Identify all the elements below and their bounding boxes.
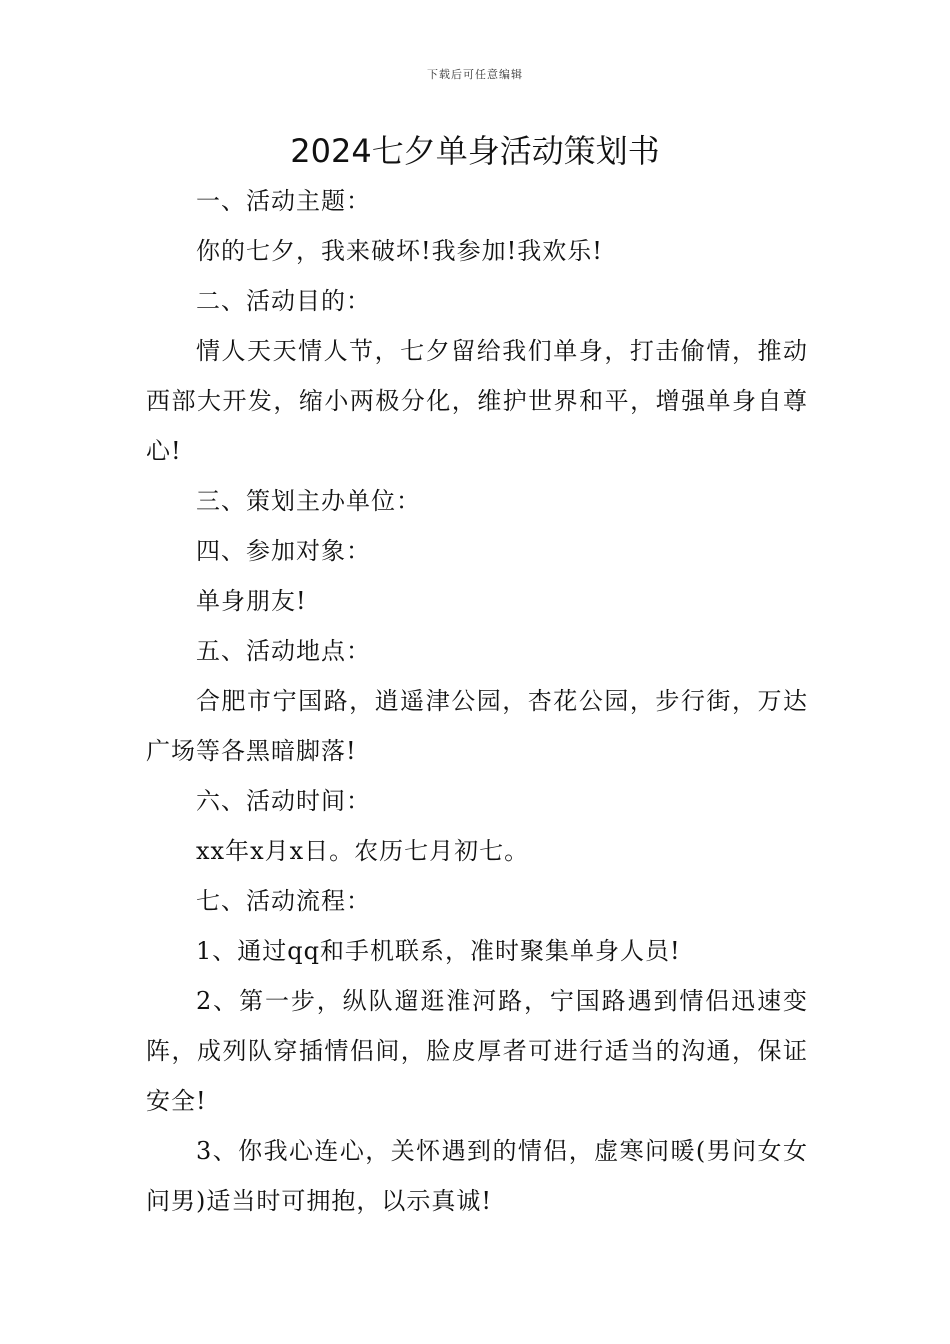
- document-title: 2024七夕单身活动策划书: [290, 132, 660, 170]
- section-heading-location: 五、活动地点：: [196, 637, 371, 665]
- document-body: [146, 176, 808, 1226]
- section-heading-process: 七、活动流程：: [196, 887, 371, 915]
- section-heading-theme: 一、活动主题：: [196, 187, 371, 215]
- paragraph-step-1: 1、通过qq和手机联系，准时聚集单身人员!: [196, 937, 681, 965]
- header-note: 下载后可任意编辑: [427, 68, 523, 81]
- paragraph-step-2: 2、第一步，纵队遛逛淮河路，宁国路遇到情侣迅速变阵，成列队穿插情侣间，脸皮厚者可进行适当的沟通，保证安全!: [146, 987, 808, 1115]
- section-heading-participants: 四、参加对象：: [196, 537, 371, 565]
- paragraph-purpose: 情人天天情人节，七夕留给我们单身，打击偷情，推动西部大开发，缩小两极分化，维护世界和平，增强单身自尊心!: [146, 337, 808, 465]
- paragraph-step-3: 3、你我心连心，关怀遇到的情侣，虚寒问暖(男问女女问男)适当时可拥抱，以示真诚!: [146, 1137, 808, 1215]
- section-heading-organizer: 三、策划主办单位：: [196, 487, 421, 515]
- section-heading-purpose: 二、活动目的：: [196, 287, 371, 315]
- paragraph-location: 合肥市宁国路，逍遥津公园，杏花公园，步行街，万达广场等各黑暗脚落!: [146, 687, 808, 765]
- paragraph-participants: 单身朋友!: [196, 587, 307, 615]
- paragraph-time: xx年x月x日。农历七月初七。: [196, 837, 530, 865]
- paragraph-theme: 你的七夕，我来破坏!我参加!我欢乐!: [196, 237, 603, 265]
- section-heading-time: 六、活动时间：: [196, 787, 371, 815]
